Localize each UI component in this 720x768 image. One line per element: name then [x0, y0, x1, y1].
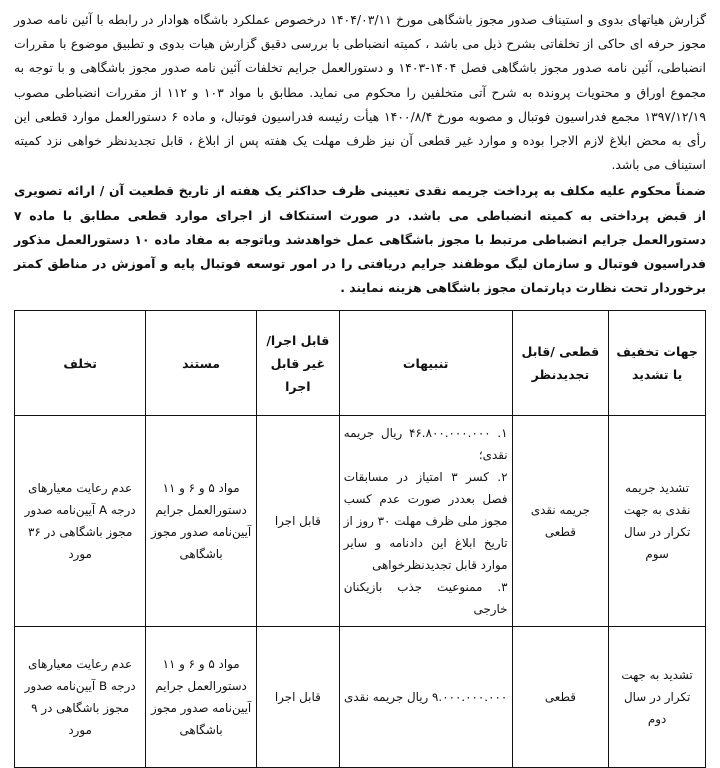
- cell-jahat-1: تشدید جریمه نقدی به جهت تکرار در سال سوم: [609, 416, 706, 627]
- cell-jahat-2: تشدید به جهت تکرار در سال دوم: [609, 627, 706, 768]
- cell-ghabel-ejra-2: قابل اجرا: [256, 627, 339, 768]
- table-row: [15, 416, 706, 627]
- cell-tanbihat-2: ۹.۰۰۰.۰۰۰.۰۰۰ ریال جریمه نقدی: [339, 627, 512, 768]
- intro-paragraph-1: گزارش هیاتهای بدوی و استیناف صدور مجوز باشگاهی مورخ ۱۴۰۴/۰۳/۱۱ درخصوص عملکرد باشگاه هوادار در رابطه با آئین نامه صدور مجوز حرفه ای حاکی از تخلفاتی بشرح ذیل می باشد ، کمیته انضباطی با بررسی دقیق گزارش هیات بدوی و تطبیق موضوع با مقررات انضباطی، آئین نامه صدور مجوز باشگاهی فصل ۱۴۰۴-۱۴۰۳ و دستورالعمل جرایم تخلفات آئین نامه صدور مجوز باشگاهی و با توجه به مجموع اوراق و محتویات پرونده به شرح آتی متخلفین را محکوم می نماید. مطابق با مواد ۱۰۳ و ۱۱۲ از مقررات انضباطی مصوب ۱۳۹۷/۱۲/۱۹ مجمع فدراسیون فوتبال و مصوبه مورخ ۱۴۰۰/۸/۴ هیأت رئیسه فدراسیون فوتبال، و ماده ۶ دستورالعمل موارد قطعی این رأی به محض ابلاغ لازم الاجرا بوده و موارد غیر قطعی آن نیز ظرف مهلت یک هفته پس از ابلاغ ، قابل تجدیدنظر خواهی نزد کمیته استیناف می باشد.: [14, 12, 707, 173]
- cell-ghatii-2: قطعی: [512, 627, 609, 768]
- tanbih-item: ۱. ۴۶.۸۰۰.۰۰۰.۰۰۰ ریال جریمه نقدی؛: [343, 426, 508, 463]
- tanbih-item: ۲. کسر ۳ امتیاز در مسابقات فصل بعددر صورت عدم کسب مجوز ملی ظرف مهلت ۳۰ روز از تاریخ ابلاغ این دادنامه و سایر موارد قابل تجدیدنظرخواهی: [343, 470, 508, 573]
- column-header-ghatii: قطعی /قابل تجدیدنظر: [512, 311, 609, 416]
- violations-table: [14, 310, 706, 768]
- column-header-mostanad: مستند: [146, 311, 257, 416]
- column-header-takhalof: تخلف: [15, 311, 146, 416]
- tanbih-item: ۳. ممنوعیت جذب بازیکنان خارجی: [343, 580, 508, 617]
- cell-mostanad-1: مواد ۵ و ۶ و ۱۱ دستورالعمل جرایم آیین‌نامه صدور مجوز باشگاهی: [146, 416, 257, 627]
- cell-ghabel-ejra-1: قابل اجرا: [256, 416, 339, 627]
- cell-ghatii-1: جریمه نقدی قطعی: [512, 416, 609, 627]
- column-header-tanbihat: تنبیهات: [339, 311, 512, 416]
- intro-text: [14, 8, 706, 300]
- column-header-ghabel-ejra: قابل اجرا/غیر قابل اجرا: [256, 311, 339, 416]
- table-row: [15, 627, 706, 768]
- intro-paragraph-2: ضمناً محکوم علیه مکلف به پرداخت جریمه نقدی تعیینی ظرف حداکثر یک هفته از تاریخ قطعیت آن / ارائه تصویری از قبض پرداختی به کمیته انضباطی می باشد. در صورت استنکاف از اجرای موارد قطعی مطابق با ماده ۷ دستورالعمل جرایم انضباطی مرتبط با مجوز باشگاهی عمل خواهدشد وباتوجه به مفاد ماده ۱۰ دستورالعمل مذکور فدراسیون فوتبال و سازمان لیگ موظفند جرایم دریافتی را در امور توسعه فوتبال پایه و آموزش در مناطق کمتر برخوردار تحت نظارت دپارتمان مجوز باشگاهی هزینه نمایند .: [14, 183, 707, 296]
- cell-mostanad-2: مواد ۵ و ۶ و ۱۱ دستورالعمل جرایم آیین‌نامه صدور مجوز باشگاهی: [146, 627, 257, 768]
- cell-tanbihat-1: [339, 416, 512, 627]
- cell-takhalof-1: عدم رعایت معیارهای درجه A آیین‌نامه صدور مجوز باشگاهی در ۳۶ مورد: [15, 416, 146, 627]
- column-header-jahat: جهات تخفیف یا تشدید: [609, 311, 706, 416]
- table-header-row: [15, 311, 706, 416]
- cell-takhalof-2: عدم رعایت معیارهای درجه B آیین‌نامه صدور مجوز باشگاهی در ۹ مورد: [15, 627, 146, 768]
